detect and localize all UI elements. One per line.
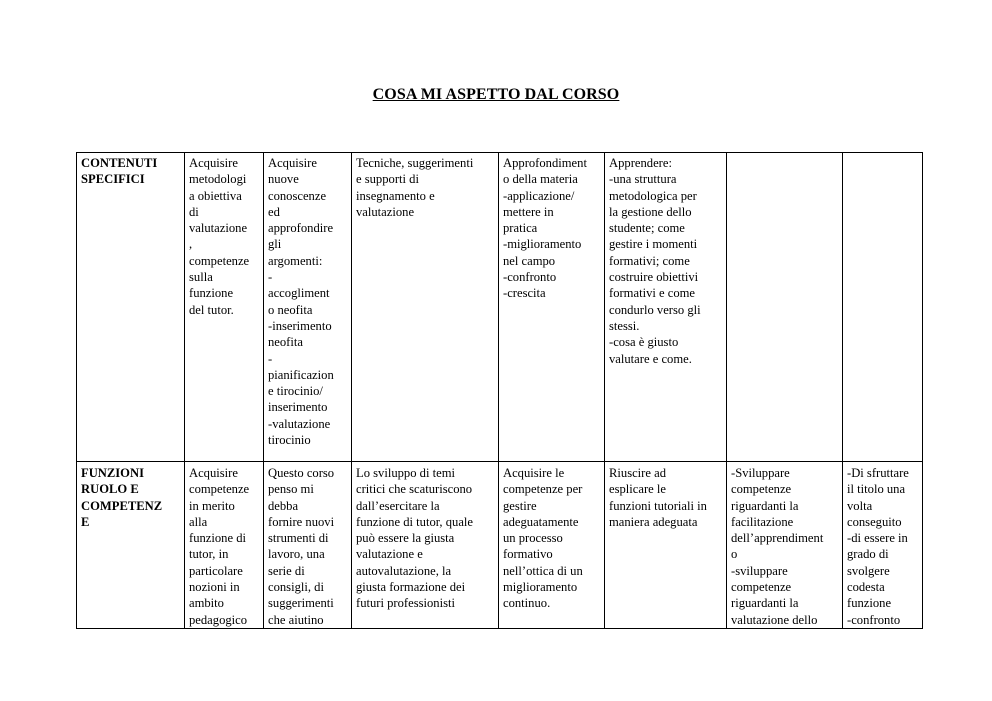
expectations-table [76,152,923,629]
table-row-funzioni-ruolo-competenze [77,462,923,629]
table-cell: Lo sviluppo di temi critici che scaturiscono dall’esercitare la funzione di tutor, quale può essere la giusta valutazione e autovalutazione, la giusta formazione dei futuri professionisti [352,462,499,629]
table-cell: Approfondiment o della materia -applicazione/ mettere in pratica -miglioramento nel campo -confronto -crescita [499,153,605,462]
table-cell: Acquisire le competenze per gestire adeguatamente un processo formativo nell’ottica di un miglioramento continuo. [499,462,605,629]
table-cell: Riuscire ad esplicare le funzioni tutoriali in maniera adeguata [605,462,727,629]
table-cell: Questo corso penso mi debba fornire nuovi strumenti di lavoro, una serie di consigli, di suggerimenti che aiutino [264,462,352,629]
row-header-funzioni-ruolo-competenze: FUNZIONI RUOLO E COMPETENZ E [77,462,185,629]
table-row-contenuti-specifici [77,153,923,462]
table-cell: Apprendere: -una struttura metodologica per la gestione dello studente; come gestire i momenti formativi; come costruire obiettivi formativi e come condurlo verso gli stessi. -cosa è giusto valutare e come. [605,153,727,462]
table-cell: -Di sfruttare il titolo una volta conseguito -di essere in grado di svolgere codesta funzione -confronto [843,462,923,629]
table-cell-empty [843,153,923,462]
table-cell: Acquisire nuove conoscenze ed approfondire gli argomenti: - accogliment o neofita -inserimento neofita - pianificazion e tirocinio/ inserimento -valutazione tirocinio [264,153,352,462]
table-cell: Acquisire metodologi a obiettiva di valutazione , competenze sulla funzione del tutor. [185,153,264,462]
row-header-contenuti-specifici: CONTENUTI SPECIFICI [77,153,185,462]
table-cell: Tecniche, suggerimenti e supporti di insegnamento e valutazione [352,153,499,462]
table-cell-empty [727,153,843,462]
table-cell: Acquisire competenze in merito alla funzione di tutor, in particolare nozioni in ambito pedagogico [185,462,264,629]
page-title: COSA MI ASPETTO DAL CORSO [372,86,620,103]
table-cell: -Sviluppare competenze riguardanti la facilitazione dell’apprendiment o -sviluppare competenze riguardanti la valutazione dello [727,462,843,629]
